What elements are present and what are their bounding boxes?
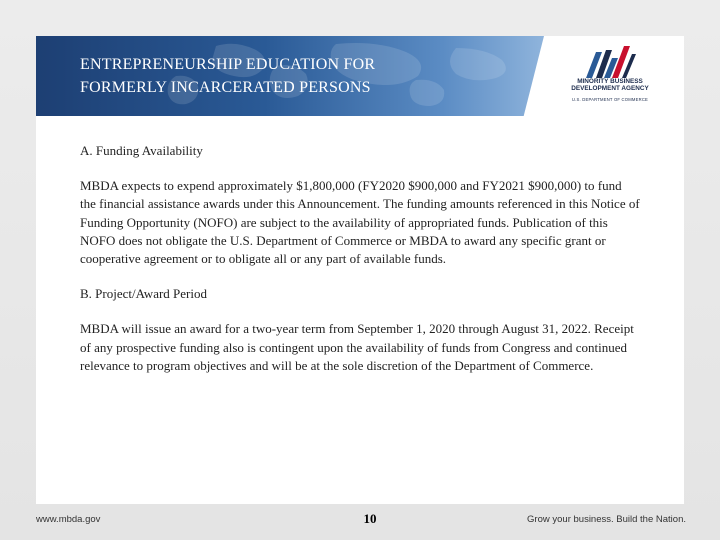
footer-url[interactable]: www.mbda.gov: [36, 514, 101, 525]
section-a-heading: A. Funding Availability: [80, 143, 203, 158]
page-number: 10: [363, 511, 377, 526]
logo-department: U.S. DEPARTMENT OF COMMERCE: [571, 97, 649, 102]
body-text: [80, 142, 640, 375]
logo-name-line2: DEVELOPMENT AGENCY: [571, 85, 649, 92]
section-b-body: MBDA will issue an award for a two-year term from September 1, 2020 through August 31, 2022. Receipt of any prospective funding also is contingent upon the availability of funds from Congress and continued relevance to program objectives and will be at the sole discretion of the Department of Commerce.: [80, 321, 634, 373]
page-title-line1: ENTREPRENEURSHIP EDUCATION FOR: [80, 56, 376, 73]
mbda-logo-icon: [560, 44, 660, 80]
page-title-line2: FORMERLY INCARCERATED PERSONS: [80, 79, 371, 96]
page-title: [80, 53, 500, 99]
logo-name-line1: MINORITY BUSINESS: [577, 78, 643, 85]
footer-tagline: Grow your business. Build the Nation.: [527, 514, 686, 525]
section-b-heading: B. Project/Award Period: [80, 286, 207, 302]
logo-agency-name: [560, 78, 660, 92]
section-a-body: MBDA expects to expend approximately $1,800,000 (FY2020 $900,000 and FY2021 $900,000) to fund the financial assistance awards under this Announcement. The funding amounts referenced in this Notice of Funding Opportunity (NOFO) are subject to the availability of appropriated funds. Publication of this NOFO does not obligate the U.S. Department of Commerce or MBDA to award any specific grant or cooperative agreement or to obligate all or any part of available funds.: [80, 178, 640, 267]
mbda-logo: [560, 44, 660, 110]
